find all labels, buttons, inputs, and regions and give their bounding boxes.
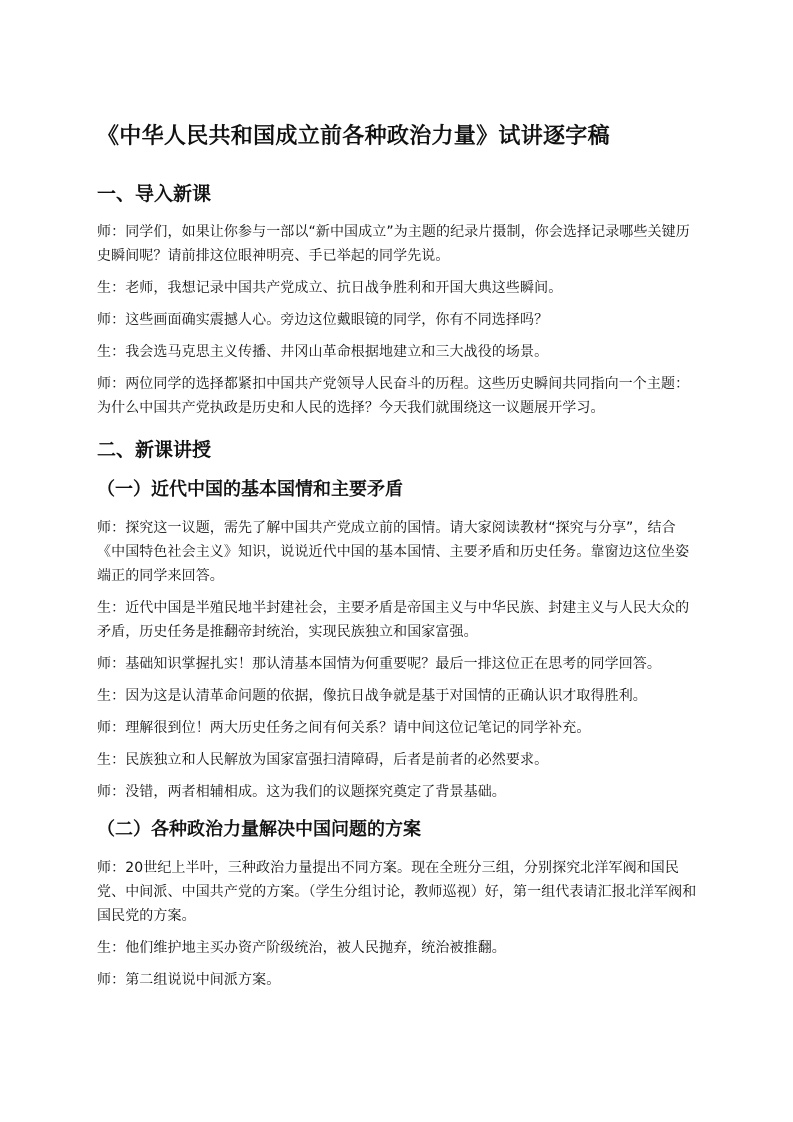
paragraph: 师：没错，两者相辅相成。这为我们的议题探究奠定了背景基础。 xyxy=(97,784,506,800)
paragraph: 师：理解很到位！两大历史任务之间有何关系？请中间这位记笔记的同学补充。 xyxy=(97,720,591,736)
document-title: 《中华人民共和国成立前各种政治力量》试讲逐字稿 xyxy=(97,124,610,149)
paragraph: 生：我会选马克思主义传播、井冈山革命根据地建立和三大战役的场景。 xyxy=(97,344,549,360)
paragraph: 师：同学们，如果让你参与一部以“新中国成立”为主题的纪录片摄制，你会选择记录哪些关键历史瞬间呢？请前排这位眼神明亮、手已举起的同学先说。 xyxy=(97,224,690,264)
section-new-lesson xyxy=(97,436,703,992)
subsection-heading: （二）各种政治力量解决中国问题的方案 xyxy=(97,819,421,840)
paragraph: 生：近代中国是半殖民地半封建社会，主要矛盾是帝国主义与中华民族、封建主义与人民大众的矛盾，历史任务是推翻帝封统治，实现民族独立和国家富强。 xyxy=(97,600,690,640)
paragraph: 生：老师，我想记录中国共产党成立、抗日战争胜利和开国大典这些瞬间。 xyxy=(97,280,563,296)
paragraph: 师：探究这一议题，需先了解中国共产党成立前的国情。请大家阅读教材“探究与分享”，结合《中国特色社会主义》知识，说说近代中国的基本国情、主要矛盾和历史任务。靠窗边这位坐姿端正的同学来回答。 xyxy=(97,520,690,584)
paragraph: 生：民族独立和人民解放为国家富强扫清障碍，后者是前者的必然要求。 xyxy=(97,752,549,768)
paragraph: 生：他们维护地主买办资产阶级统治，被人民抛弃，统治被推翻。 xyxy=(97,940,506,956)
section-intro xyxy=(97,180,703,420)
subsection-national-conditions xyxy=(97,476,703,804)
section-heading: 一、导入新课 xyxy=(97,183,212,205)
section-heading: 二、新课讲授 xyxy=(97,439,212,461)
paragraph: 师：第二组说说中间派方案。 xyxy=(97,972,281,988)
paragraph: 生：因为这是认清革命问题的依据，像抗日战争就是基于对国情的正确认识才取得胜利。 xyxy=(97,688,647,704)
subsection-heading: （一）近代中国的基本国情和主要矛盾 xyxy=(97,479,403,500)
paragraph: 师：这些画面确实震撼人心。旁边这位戴眼镜的同学，你有不同选择吗？ xyxy=(97,312,549,328)
paragraph: 师：基础知识掌握扎实！那认清基本国情为何重要呢？最后一排这位正在思考的同学回答。 xyxy=(97,656,661,672)
paragraph: 师：20世纪上半叶，三种政治力量提出不同方案。现在全班分三组，分别探究北洋军阀和国民党、中间派、中国共产党的方案。（学生分组讨论，教师巡视）好，第一组代表请汇报北洋军阀和国民党的方案。 xyxy=(97,860,697,924)
paragraph: 师：两位同学的选择都紧扣中国共产党领导人民奋斗的历程。这些历史瞬间共同指向一个主题：为什么中国共产党执政是历史和人民的选择？今天我们就围绕这一议题展开学习。 xyxy=(97,376,690,416)
subsection-political-forces xyxy=(97,816,703,992)
